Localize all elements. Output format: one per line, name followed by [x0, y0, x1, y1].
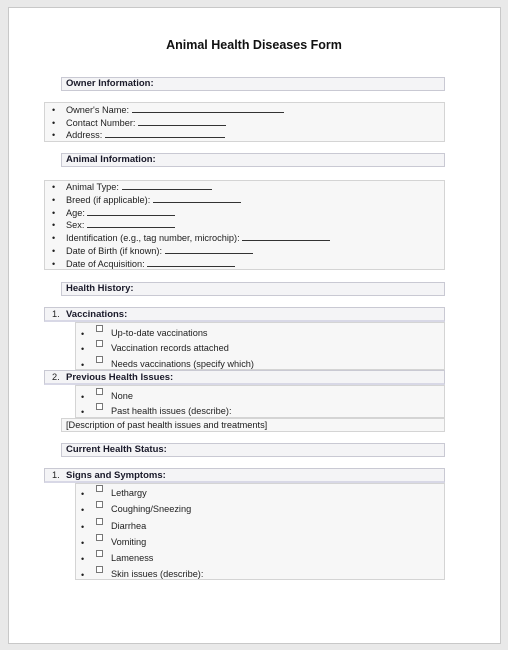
skin-issues-checkbox[interactable]	[96, 566, 103, 573]
breed-field[interactable]: Breed (if applicable):	[66, 194, 241, 206]
past-issues-description[interactable]: [Description of past health issues and treatments]	[61, 418, 445, 432]
list-number: 1.	[52, 470, 60, 480]
none-label: None	[111, 391, 133, 401]
list-number: 1.	[52, 309, 60, 319]
animal-info-heading: Animal Information:	[61, 153, 445, 167]
bullet: •	[52, 105, 56, 115]
lethargy-label: Lethargy	[111, 488, 147, 498]
age-field[interactable]: Age:	[66, 207, 175, 219]
bullet: •	[81, 360, 85, 370]
bullet: •	[52, 130, 56, 140]
form-title: Animal Health Diseases Form	[166, 38, 342, 52]
past-issues-label: Past health issues (describe):	[111, 406, 232, 416]
sex-field[interactable]: Sex:	[66, 219, 175, 231]
current-status-heading: Current Health Status:	[61, 443, 445, 457]
owner-name-blank[interactable]	[132, 104, 284, 113]
lethargy-checkbox[interactable]	[96, 485, 103, 492]
bullet: •	[52, 208, 56, 218]
bullet: •	[81, 505, 85, 515]
vaccinations-heading	[44, 307, 445, 322]
bullet: •	[81, 554, 85, 564]
previous-issues-label: Previous Health Issues:	[66, 372, 174, 383]
list-number: 2.	[52, 372, 60, 382]
needs-vaccinations-label: Needs vaccinations (specify which)	[111, 359, 254, 369]
address-blank[interactable]	[105, 129, 225, 138]
date-of-birth-blank[interactable]	[165, 245, 253, 254]
age-blank[interactable]	[87, 207, 175, 216]
bullet: •	[81, 344, 85, 354]
date-of-acquisition-field[interactable]: Date of Acquisition:	[66, 258, 235, 270]
coughing-sneezing-checkbox[interactable]	[96, 501, 103, 508]
contact-number-blank[interactable]	[138, 117, 226, 126]
animal-type-field[interactable]: Animal Type:	[66, 181, 212, 193]
skin-issues-label: Skin issues (describe):	[111, 569, 204, 579]
past-issues-checkbox[interactable]	[96, 403, 103, 410]
diarrhea-label: Diarrhea	[111, 521, 147, 531]
bullet: •	[52, 220, 56, 230]
bullet: •	[81, 329, 85, 339]
diarrhea-checkbox[interactable]	[96, 518, 103, 525]
identification-blank[interactable]	[242, 232, 330, 241]
symptoms-heading	[44, 468, 445, 483]
bullet: •	[52, 246, 56, 256]
needs-vaccinations-checkbox[interactable]	[96, 356, 103, 363]
health-history-heading: Health History:	[61, 282, 445, 296]
bullet: •	[81, 570, 85, 580]
up-to-date-label: Up-to-date vaccinations	[111, 328, 208, 338]
date-of-birth-field[interactable]: Date of Birth (if known):	[66, 245, 253, 257]
bullet: •	[81, 538, 85, 548]
bullet: •	[52, 195, 56, 205]
bullet: •	[52, 259, 56, 269]
bullet: •	[81, 392, 85, 402]
contact-number-field[interactable]: Contact Number:	[66, 117, 226, 129]
bullet: •	[52, 182, 56, 192]
lameness-checkbox[interactable]	[96, 550, 103, 557]
bullet: •	[81, 407, 85, 417]
bullet: •	[81, 522, 85, 532]
identification-field[interactable]: Identification (e.g., tag number, microchip):	[66, 232, 330, 244]
symptoms-label: Signs and Symptoms:	[66, 470, 166, 481]
coughing-sneezing-label: Coughing/Sneezing	[111, 504, 192, 514]
vaccinations-label: Vaccinations:	[66, 309, 128, 320]
lameness-label: Lameness	[111, 553, 154, 563]
bullet: •	[52, 118, 56, 128]
none-checkbox[interactable]	[96, 388, 103, 395]
date-of-acquisition-blank[interactable]	[147, 258, 235, 267]
records-attached-checkbox[interactable]	[96, 340, 103, 347]
records-attached-label: Vaccination records attached	[111, 343, 229, 353]
previous-issues-heading	[44, 370, 445, 385]
bullet: •	[52, 233, 56, 243]
address-field[interactable]: Address:	[66, 129, 225, 141]
sex-blank[interactable]	[87, 219, 175, 228]
animal-type-blank[interactable]	[122, 181, 212, 190]
owner-info-heading: Owner Information:	[61, 77, 445, 91]
bullet: •	[81, 489, 85, 499]
breed-blank[interactable]	[153, 194, 241, 203]
vomiting-checkbox[interactable]	[96, 534, 103, 541]
up-to-date-checkbox[interactable]	[96, 325, 103, 332]
vomiting-label: Vomiting	[111, 537, 147, 547]
owner-name-field[interactable]: Owner's Name:	[66, 104, 284, 116]
